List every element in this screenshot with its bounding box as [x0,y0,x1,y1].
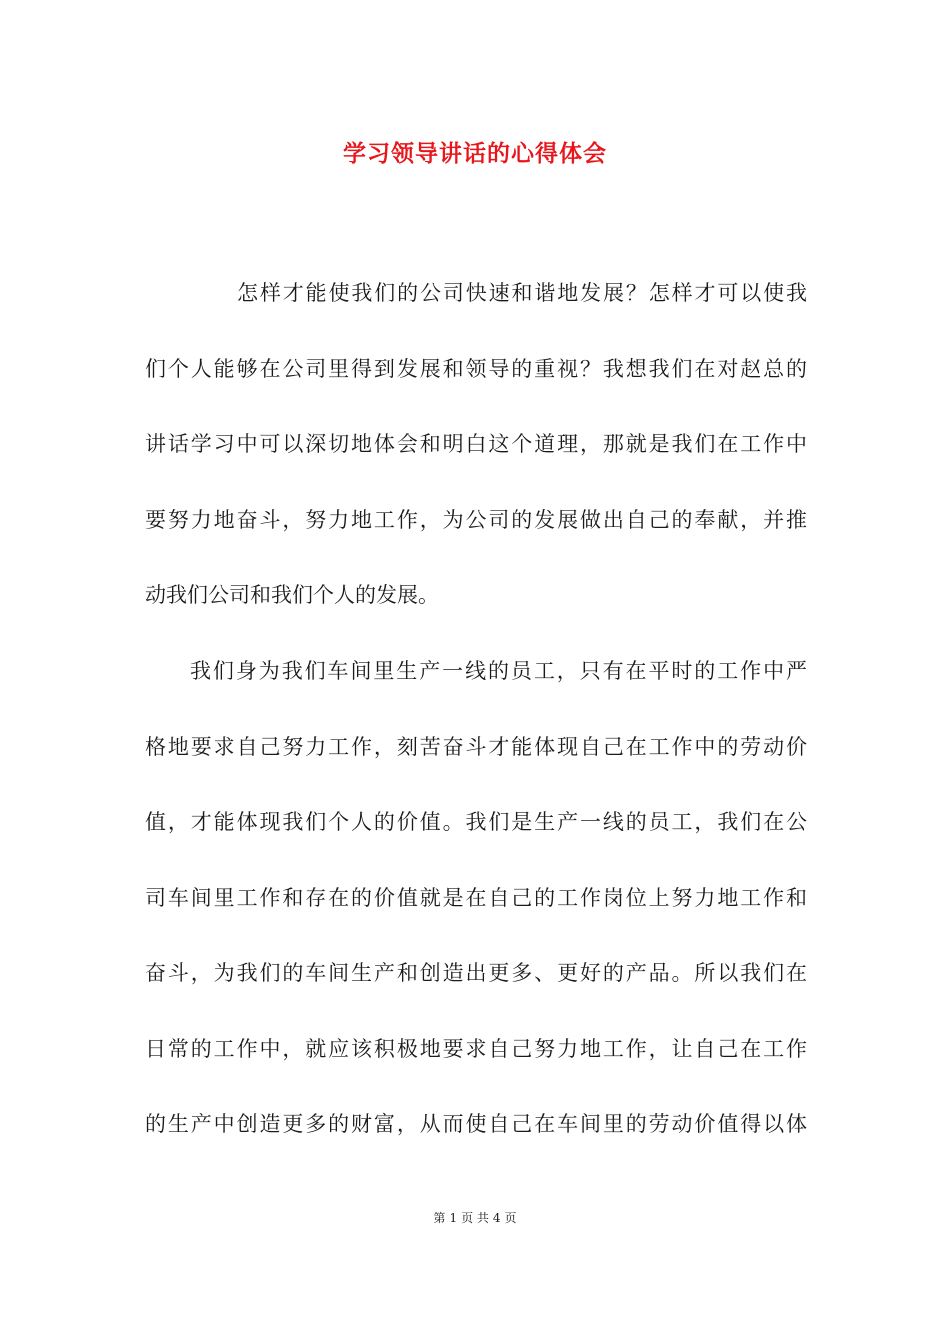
footer-suffix: 页 [504,1211,517,1225]
paragraph-line: 讲话学习中可以深切地体会和明白这个道理，那就是我们在工作中 [145,432,807,456]
paragraph-line: 动我们公司和我们个人的发展。 [145,583,439,607]
paragraph-line: 怎样才能使我们的公司快速和谐地发展？怎样才可以使我 [237,281,807,305]
paragraph-line: 格地要求自己努力工作，刻苦奋斗才能体现自己在工作中的劳动价 [145,734,807,759]
paragraph-line: 奋斗，为我们的车间生产和创造出更多、更好的产品。所以我们在 [145,961,807,985]
paragraph-line: 日常的工作中，就应该积极地要求自己努力地工作，让自己在工作 [145,1036,807,1061]
page-footer [0,1208,950,1228]
footer-middle: 页 共 [461,1211,489,1225]
paragraph-line: 司车间里工作和存在的价值就是在自己的工作岗位上努力地工作和 [145,885,807,910]
footer-prefix: 第 [433,1211,446,1225]
paragraph-1 [145,256,807,634]
paragraph-line: 们个人能够在公司里得到发展和领导的重视？我想我们在对赵总的 [145,356,807,381]
footer-total-pages: 4 [492,1211,501,1225]
paragraph-line: 的生产中创造更多的财富，从而使自己在车间里的劳动价值得以体 [145,1112,807,1136]
paragraph-line: 要努力地奋斗，努力地工作，为公司的发展做出自己的奉献，并推 [145,507,807,532]
document-title: 学习领导讲话的心得体会 [343,140,607,167]
paragraph-2 [145,634,807,1163]
footer-page-number: 1 [449,1211,458,1225]
paragraph-line: 值，才能体现我们个人的价值。我们是生产一线的员工，我们在公 [145,810,807,834]
paragraph-line: 我们身为我们车间里生产一线的员工，只有在平时的工作中严 [190,659,807,683]
